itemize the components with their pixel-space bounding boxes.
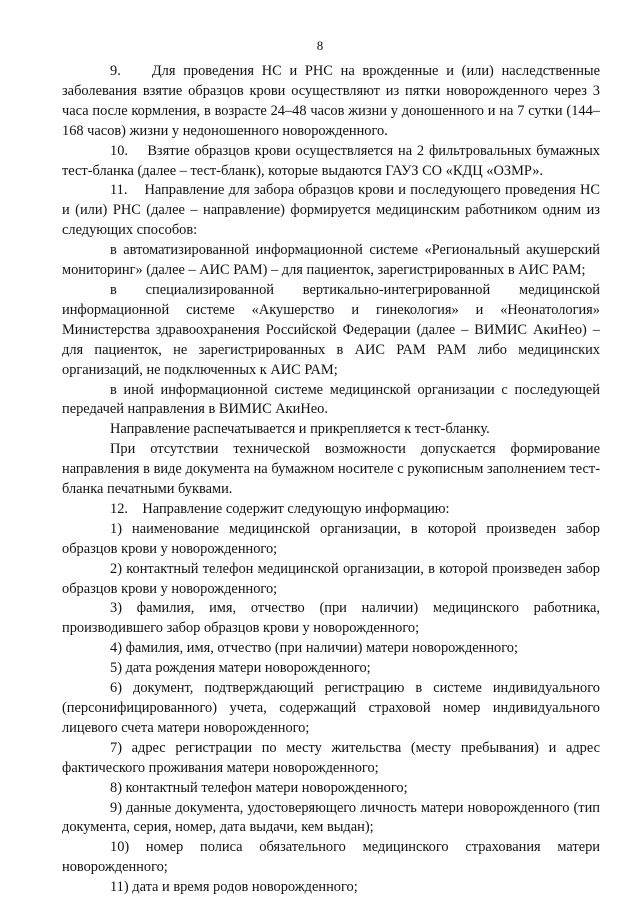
list-item-1: 1) наименование медицинской организации, в которой произведен забор образцов крови у новорожденного; bbox=[62, 520, 600, 557]
list-item-8: 8) контактный телефон матери новорожденного; bbox=[110, 779, 408, 796]
page-number: 8 bbox=[316, 38, 324, 53]
list-item-9: 9) данные документа, удостоверяющего личность матери новорожденного (тип документа, серия, номер, дата выдачи, кем выдан); bbox=[62, 799, 600, 836]
method-other-system: в иной информационной системе медицинской организации с последующей передачей направления в ВИМИС АкиНео. bbox=[62, 381, 600, 418]
paragraph-11: 11. Направление для забора образцов крови и последующего проведения НС и (или) РНС (далее – направление) формируется медицинским работником одним из следующих способов: bbox=[62, 182, 600, 239]
document-body bbox=[62, 62, 600, 898]
list-item-3: 3) фамилия, имя, отчество (при наличии) медицинского работника, производившего забор образцов крови у новорожденного; bbox=[62, 600, 600, 637]
list-item-2: 2) контактный телефон медицинской организации, в которой произведен забор образцов крови у новорожденного; bbox=[62, 560, 600, 597]
paragraph-paper-form: При отсутствии технической возможности допускается формирование направления в виде документа на бумажном носителе с рукописным заполнением тест-бланка печатными буквами. bbox=[62, 441, 600, 498]
method-ais-ram: в автоматизированной информационной системе «Региональный акушерский мониторинг» (далее – АИС РАМ) – для пациенток, зарегистрированных в АИС РАМ; bbox=[62, 242, 600, 279]
list-item-10: 10) номер полиса обязательного медицинского страхования матери новорожденного; bbox=[62, 839, 600, 876]
list-item-4: 4) фамилия, имя, отчество (при наличии) матери новорожденного; bbox=[110, 640, 518, 657]
list-item-7: 7) адрес регистрации по месту жительства (месту пребывания) и адрес фактического проживания матери новорожденного; bbox=[62, 739, 600, 776]
list-item-5: 5) дата рождения матери новорожденного; bbox=[110, 660, 371, 677]
method-vimis-akineo: в специализированной вертикально-интегрированной медицинской информационной системе «Акушерство и гинекология» и «Неонатология» Министерства здравоохранения Российской Федерации (далее – ВИМИС АкиНео) – для пациенток, не зарегистрированных в АИС РАМ РАМ либо медицинских организаций, не подключенных к АИС РАМ; bbox=[62, 281, 600, 378]
list-item-11: 11) дата и время родов новорожденного; bbox=[110, 879, 358, 896]
paragraph-10: 10. Взятие образцов крови осуществляется на 2 фильтровальных бумажных тест-бланка (далее – тест-бланк), которые выдаются ГАУЗ СО «КДЦ «ОЗМР». bbox=[62, 142, 600, 179]
paragraph-12: 12. Направление содержит следующую информацию: bbox=[110, 500, 450, 517]
paragraph-9: 9. Для проведения НС и РНС на врожденные и (или) наследственные заболевания взятие образцов крови осуществляют из пятки новорожденного через 3 часа после кормления, в возрасте 24–48 часов жизни у доношенного и на 7 сутки (144–168 часов) жизни у недоношенного новорожденного. bbox=[62, 63, 600, 139]
paragraph-print: Направление распечатывается и прикрепляется к тест-бланку. bbox=[110, 421, 490, 438]
list-item-6: 6) документ, подтверждающий регистрацию в системе индивидуального (персонифицированного) учета, содержащий страховой номер индивидуального лицевого счета матери новорожденного; bbox=[62, 680, 600, 736]
